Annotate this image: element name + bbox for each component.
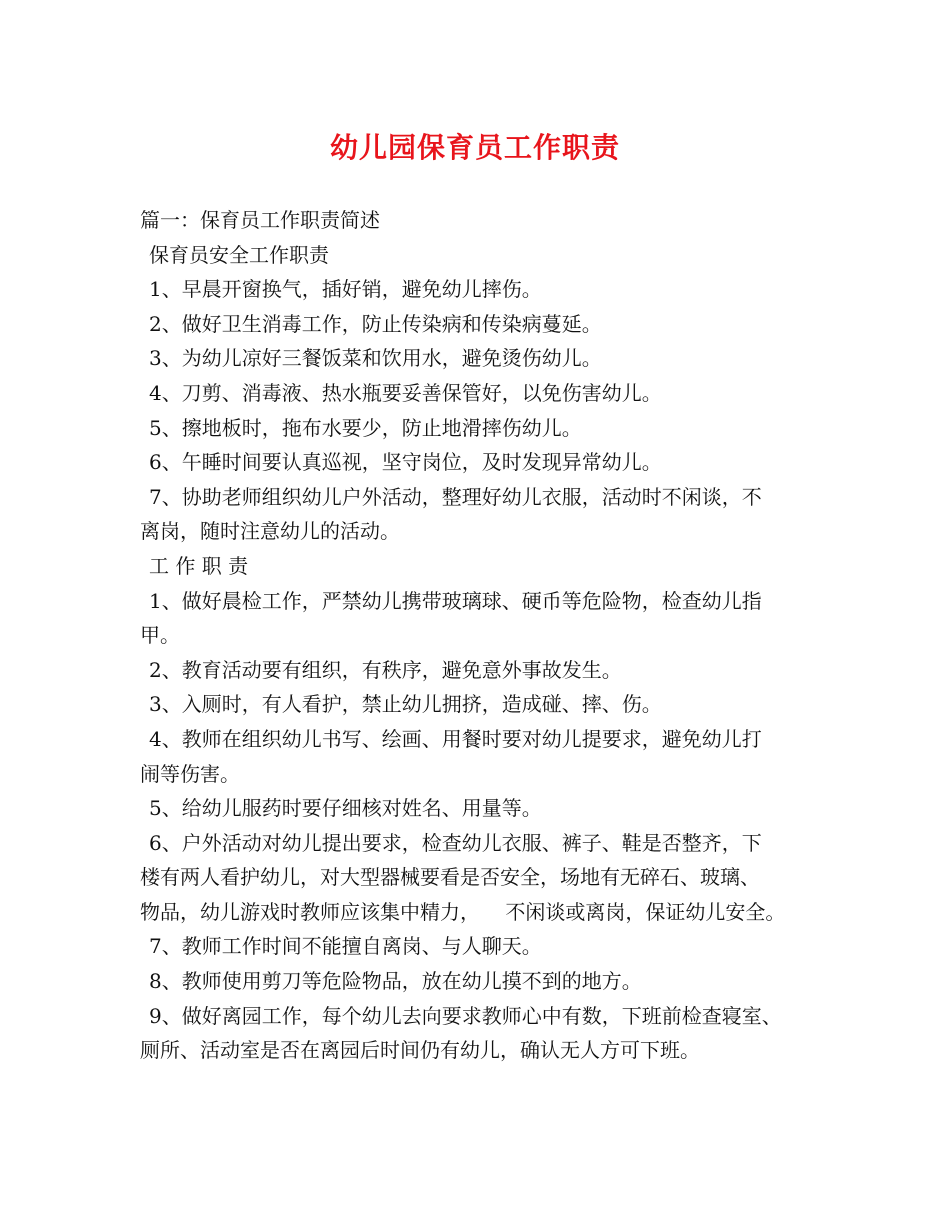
list-item-continuation: 厕所、活动室是否在离园后时间仍有幼儿，确认无人方可下班。 (140, 1038, 700, 1063)
list-item: 7、教师工作时间不能擅自离岗、与人聊天。 (149, 934, 542, 959)
list-item: 4、刀剪、消毒液、热水瓶要妥善保管好，以免伤害幼儿。 (149, 380, 662, 405)
list-item: 1、做好晨检工作，严禁幼儿携带玻璃球、硬币等危险物，检查幼儿指 (149, 588, 762, 613)
list-item: 7、协助老师组织幼儿户外活动，整理好幼儿衣服，活动时不闲谈，不 (149, 484, 762, 509)
subsection-heading: 保育员安全工作职责 (149, 242, 329, 267)
list-item-continuation: 物品，幼儿游戏时教师应该集中精力， 不闲谈或离岗，保证幼儿安全。 (140, 899, 786, 924)
document-body (140, 203, 830, 1068)
list-item: 5、给幼儿服药时要仔细核对姓名、用量等。 (149, 796, 542, 821)
list-item: 9、做好离园工作，每个幼儿去向要求教师心中有数，下班前检查寝室、 (149, 1003, 782, 1028)
list-item: 8、教师使用剪刀等危险物品，放在幼儿摸不到的地方。 (149, 969, 642, 994)
list-item-continuation: 闹等伤害。 (140, 761, 240, 786)
list-item: 2、教育活动要有组织，有秩序，避免意外事故发生。 (149, 657, 622, 682)
list-item: 3、入厕时，有人看护，禁止幼儿拥挤，造成碰、摔、伤。 (149, 692, 662, 717)
list-item: 5、擦地板时，拖布水要少，防止地滑摔伤幼儿。 (149, 415, 582, 440)
document-title: 幼儿园保育员工作职责 (329, 131, 620, 164)
section-heading: 篇一：保育员工作职责简述 (140, 208, 380, 232)
list-item: 2、做好卫生消毒工作，防止传染病和传染病蔓延。 (149, 311, 602, 336)
list-item: 3、为幼儿凉好三餐饭菜和饮用水，避免烫伤幼儿。 (149, 346, 602, 371)
list-item: 6、户外活动对幼儿提出要求，检查幼儿衣服、裤子、鞋是否整齐，下 (149, 830, 762, 855)
list-item-continuation: 离岗，随时注意幼儿的活动。 (140, 519, 400, 544)
list-item: 1、早晨开窗换气，插好销，避免幼儿摔伤。 (149, 277, 542, 302)
list-item-continuation: 甲。 (140, 623, 180, 648)
list-item-continuation: 楼有两人看护幼儿，对大型器械要看是否安全，场地有无碎石、玻璃、 (140, 865, 760, 890)
list-item: 4、教师在组织幼儿书写、绘画、用餐时要对幼儿提要求，避免幼儿打 (149, 726, 762, 751)
list-item: 6、午睡时间要认真巡视，坚守岗位，及时发现异常幼儿。 (149, 450, 662, 475)
subsection-heading: 工 作 职 责 (149, 553, 249, 578)
